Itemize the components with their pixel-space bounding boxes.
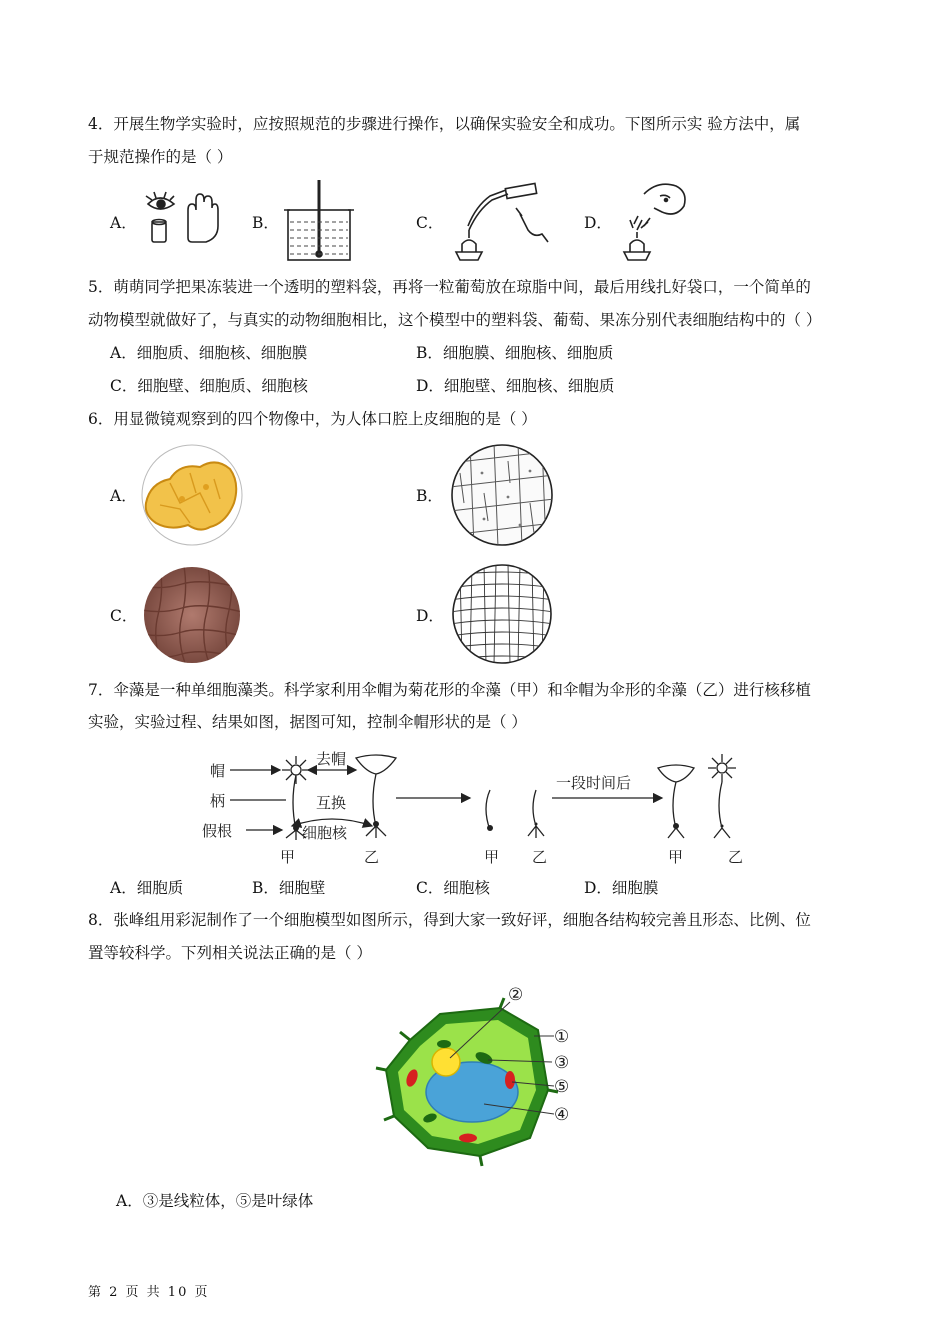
q4-option-d: D． [584,214,612,232]
q4-stem-line1: 4．开展生物学实验时，应按照规范的步骤进行操作，以确保实验安全和成功。下图所示实 验方法中，属 [88,115,801,133]
q7-label-remove-cap: 去帽 [316,750,347,768]
q6-option-b: B． [416,487,443,505]
q6-figure-c [142,566,242,664]
q5-stem-line1: 5．萌萌同学把果冻装进一个透明的塑料袋，再将一粒葡萄放在琼脂中间，最后用线扎好袋口，一个简单的 [88,278,811,296]
q7-label-rhizoid: 假根 [202,822,233,840]
q8-label-5: ⑤ [554,1077,570,1097]
q8-stem-line2: 置等较科学。下列相关说法正确的是（ ） [88,944,372,962]
q4-stem-line2: 于规范操作的是（ ） [88,148,233,166]
q7-label-jia-1: 甲 [280,848,296,866]
q4-option-b: B． [252,214,279,232]
q5-option-c: C．细胞壁、细胞质、细胞核 [110,377,308,395]
q7-label-jia-3: 甲 [668,848,684,866]
q8-label-3: ③ [554,1053,570,1073]
q7-label-nucleus: 细胞核 [302,824,348,842]
q4-figure-a [140,186,224,246]
q7-label-yi-1: 乙 [364,848,380,866]
q7-option-d: D．细胞膜 [584,879,659,897]
q5-stem-line2: 动物模型就做好了，与真实的动物细胞相比，这个模型中的塑料袋、葡萄、果冻分别代表细胞结构中的（ ） [88,311,822,329]
q7-stem-line2: 实验，实验过程、结果如图，据图可知，控制伞帽形状的是（ ） [88,713,527,731]
q5-option-d: D．细胞壁、细胞核、细胞质 [416,377,615,395]
q7-label-yi-2: 乙 [532,848,548,866]
q8-label-2: ② [508,985,524,1005]
q5-option-b: B．细胞膜、细胞核、细胞质 [416,344,614,362]
q4-option-a: A． [110,214,137,232]
q5-option-a: A．细胞质、细胞核、细胞膜 [110,344,308,362]
q7-label-after-time: 一段时间后 [556,774,632,792]
q8-stem-line1: 8．张峰组用彩泥制作了一个细胞模型如图所示，得到大家一致好评，细胞各结构较完善且形态、比例、位 [88,911,811,929]
q7-stem-line1: 7．伞藻是一种单细胞藻类。科学家利用伞帽为菊花形的伞藻（甲）和伞帽为伞形的伞藻（乙）进行核移植 [88,681,811,699]
q4-figure-d [614,180,694,264]
q4-figure-b [282,178,356,264]
q7-label-jia-2: 甲 [484,848,500,866]
q7-option-a: A．细胞质 [110,879,184,897]
page-footer: 第 2 页 共 10 页 [88,1285,210,1300]
q7-label-yi-3: 乙 [728,848,744,866]
q7-label-swap: 互换 [316,794,347,812]
q7-option-b: B．细胞壁 [252,879,326,897]
q7-label-cap: 帽 [210,762,226,780]
q8-cell-model [370,980,590,1176]
q7-option-c: C．细胞核 [416,879,490,897]
q4-figure-c [448,180,552,264]
q6-figure-d [450,564,554,664]
q6-stem: 6．用显微镜观察到的四个物像中，为人体口腔上皮细胞的是（ ） [88,410,537,428]
q8-option-a: A．③是线粒体，⑤是叶绿体 [116,1192,314,1210]
q7-diagram [200,742,760,872]
q6-figure-b [450,443,554,547]
q8-label-4: ④ [554,1105,570,1125]
q7-label-stalk: 柄 [210,792,226,810]
q8-label-1: ① [554,1027,570,1047]
q6-option-a: A． [110,487,137,505]
q6-figure-a [140,443,244,547]
q6-option-c: C． [110,607,138,625]
q6-option-d: D． [416,607,444,625]
q4-option-c: C． [416,214,444,232]
